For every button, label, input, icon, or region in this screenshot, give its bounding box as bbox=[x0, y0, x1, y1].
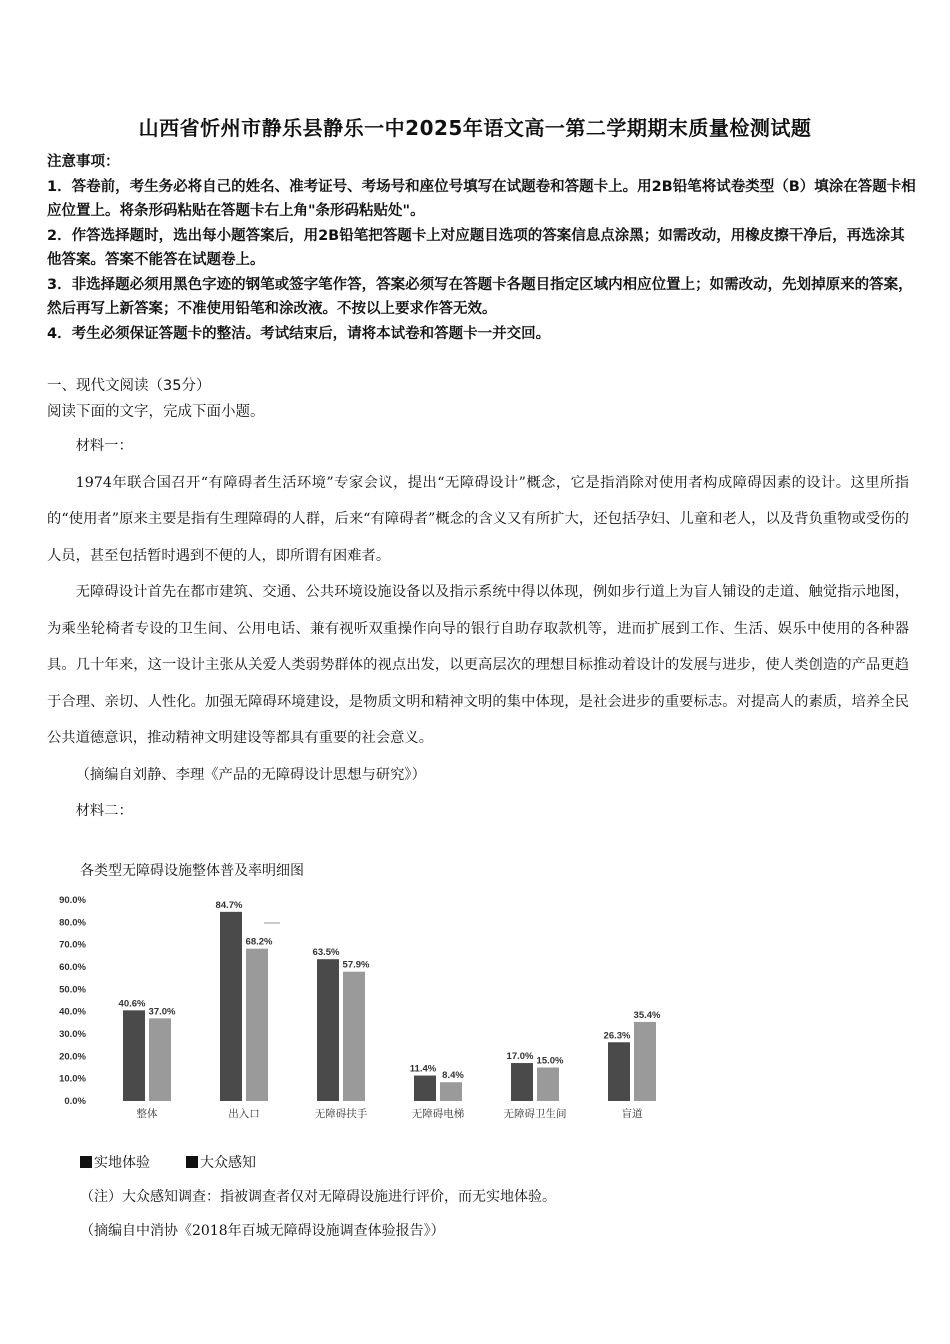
legend-swatch bbox=[186, 1156, 198, 1168]
bar bbox=[246, 949, 268, 1101]
legend-item bbox=[80, 1152, 150, 1172]
notice-item: 2．作答选择题时，选出每小题答案后，用2B铅笔把答题卡上对应题目选项的答案信息点涂黑；如需改动，用橡皮擦干净后，再选涂其他答案。答案不能答在试题卷上。 bbox=[47, 227, 905, 268]
data-label: 63.5% bbox=[312, 947, 340, 959]
x-tick-label: 出入口 bbox=[228, 1108, 260, 1120]
y-tick-label: 70.0% bbox=[59, 939, 86, 951]
x-tick-label: 盲道 bbox=[621, 1108, 643, 1120]
chart-caption: 各类型无障碍设施整体普及率明细图 bbox=[80, 863, 304, 879]
data-label: 40.6% bbox=[118, 998, 146, 1010]
material1-label: 材料一： bbox=[75, 438, 133, 454]
bar bbox=[440, 1082, 462, 1101]
bar bbox=[414, 1076, 436, 1101]
notice-item: 4．考生必须保证答题卡的整洁。考试结束后，请将本试卷和答题卡一并交回。 bbox=[47, 325, 551, 342]
x-tick-label: 整体 bbox=[136, 1108, 158, 1120]
data-label: 8.4% bbox=[442, 1070, 464, 1082]
notice-item: 1．答卷前，考生务必将自己的姓名、准考证号、考场号和座位号填写在试题卷和答题卡上。用2B铅笔将试卷类型（B）填涂在答题卡相应位置上。将条形码粘贴在答题卡右上角"条形码粘贴处"。 bbox=[47, 178, 916, 219]
data-label: 17.0% bbox=[506, 1051, 534, 1063]
bar bbox=[634, 1022, 656, 1101]
bar bbox=[220, 912, 242, 1101]
bar bbox=[511, 1063, 533, 1101]
material2-label: 材料二： bbox=[75, 803, 133, 819]
legend-label: 大众感知 bbox=[200, 1155, 256, 1171]
notice-block bbox=[47, 150, 917, 346]
y-tick-label: 90.0% bbox=[59, 895, 86, 906]
data-label: 84.7% bbox=[215, 899, 243, 911]
data-label: 26.3% bbox=[603, 1030, 631, 1042]
y-tick-label: 20.0% bbox=[59, 1051, 86, 1063]
data-label: 68.2% bbox=[245, 936, 273, 948]
data-label: 57.9% bbox=[342, 959, 370, 971]
data-label: 11.4% bbox=[409, 1063, 437, 1075]
data-label: 37.0% bbox=[148, 1006, 176, 1018]
y-tick-label: 10.0% bbox=[59, 1073, 86, 1085]
section-instruction: 阅读下面的文字，完成下面小题。 bbox=[47, 404, 265, 420]
paragraph: 1974年联合国召开“有障碍者生活环境”专家会议，提出“无障碍设计”概念，它是指消除对使用者构成障碍因素的设计。这里所指的“使用者”原来主要是指有生理障碍的人群，后来“有障碍者”概念的含义又有所扩大，还包括孕妇、儿童和老人，以及背负重物或受伤的人员，甚至包括暂时遇到不便的人，即所谓有困难者。 bbox=[47, 474, 909, 564]
y-tick-label: 60.0% bbox=[59, 962, 86, 973]
source-citation: （摘编自中消协《2018年百城无障碍设施调查体验报告》） bbox=[80, 1223, 445, 1239]
page-title: 山西省忻州市静乐县静乐一中2025年语文高一第二学期期末质量检测试题 bbox=[138, 116, 812, 140]
y-tick-label: 80.0% bbox=[59, 917, 86, 929]
bar-chart bbox=[45, 888, 685, 1138]
chart-note: （注）大众感知调查：指被调查者仅对无障碍设施进行评价，而无实地体验。 bbox=[80, 1189, 556, 1205]
bar bbox=[123, 1010, 145, 1101]
x-tick-label: 无障碍扶手 bbox=[314, 1108, 368, 1120]
bar bbox=[149, 1018, 171, 1101]
data-label: 35.4% bbox=[633, 1009, 661, 1021]
y-tick-label: 40.0% bbox=[59, 1006, 86, 1018]
notice-item: 3．非选择题必须用黑色字迹的钢笔或签字笔作答，答案必须写在答题卡各题目指定区域内相应位置上；如需改动，先划掉原来的答案，然后再写上新答案；不准使用铅笔和涂改液。不按以上要求作答无效。 bbox=[47, 276, 913, 317]
legend-label: 实地体验 bbox=[94, 1155, 150, 1171]
y-tick-label: 50.0% bbox=[59, 984, 86, 996]
section-heading: 一、现代文阅读（35分） bbox=[47, 378, 211, 394]
source-citation: （摘编自刘静、李理《产品的无障碍设计思想与研究》） bbox=[75, 766, 426, 783]
bar bbox=[537, 1068, 559, 1102]
data-label: 15.0% bbox=[536, 1055, 564, 1067]
x-tick-label: 无障碍卫生间 bbox=[503, 1108, 567, 1120]
bar bbox=[317, 959, 339, 1101]
y-tick-label: 0.0% bbox=[64, 1096, 86, 1107]
notice-heading: 注意事项： bbox=[47, 154, 120, 170]
x-tick-label: 无障碍电梯 bbox=[411, 1108, 465, 1120]
legend-swatch bbox=[80, 1156, 92, 1168]
y-tick-label: 30.0% bbox=[59, 1029, 86, 1040]
bar bbox=[343, 972, 365, 1101]
reading-material bbox=[47, 428, 909, 830]
bar bbox=[608, 1042, 630, 1101]
chart-legend bbox=[80, 1152, 256, 1172]
paragraph: 无障碍设计首先在都市建筑、交通、公共环境设施设备以及指示系统中得以体现，例如步行道上为盲人铺设的走道、触觉指示地图，为乘坐轮椅者专设的卫生间、公用电话、兼有视听双重操作向导的银行自助存取款机等，进而扩展到工作、生活、娱乐中使用的各种器具。几十年来，这一设计主张从关爱人类弱势群体的视点出发，以更高层次的理想目标推动着设计的发展与进步，使人类创造的产品更趋于合理、亲切、人性化。加强无障碍环境建设，是物质文明和精神文明的集中体现，是社会进步的重要标志。对提高人的素质，培养全民公共道德意识，推动精神文明建设等都具有重要的社会意义。 bbox=[47, 584, 909, 746]
legend-item bbox=[186, 1152, 256, 1172]
